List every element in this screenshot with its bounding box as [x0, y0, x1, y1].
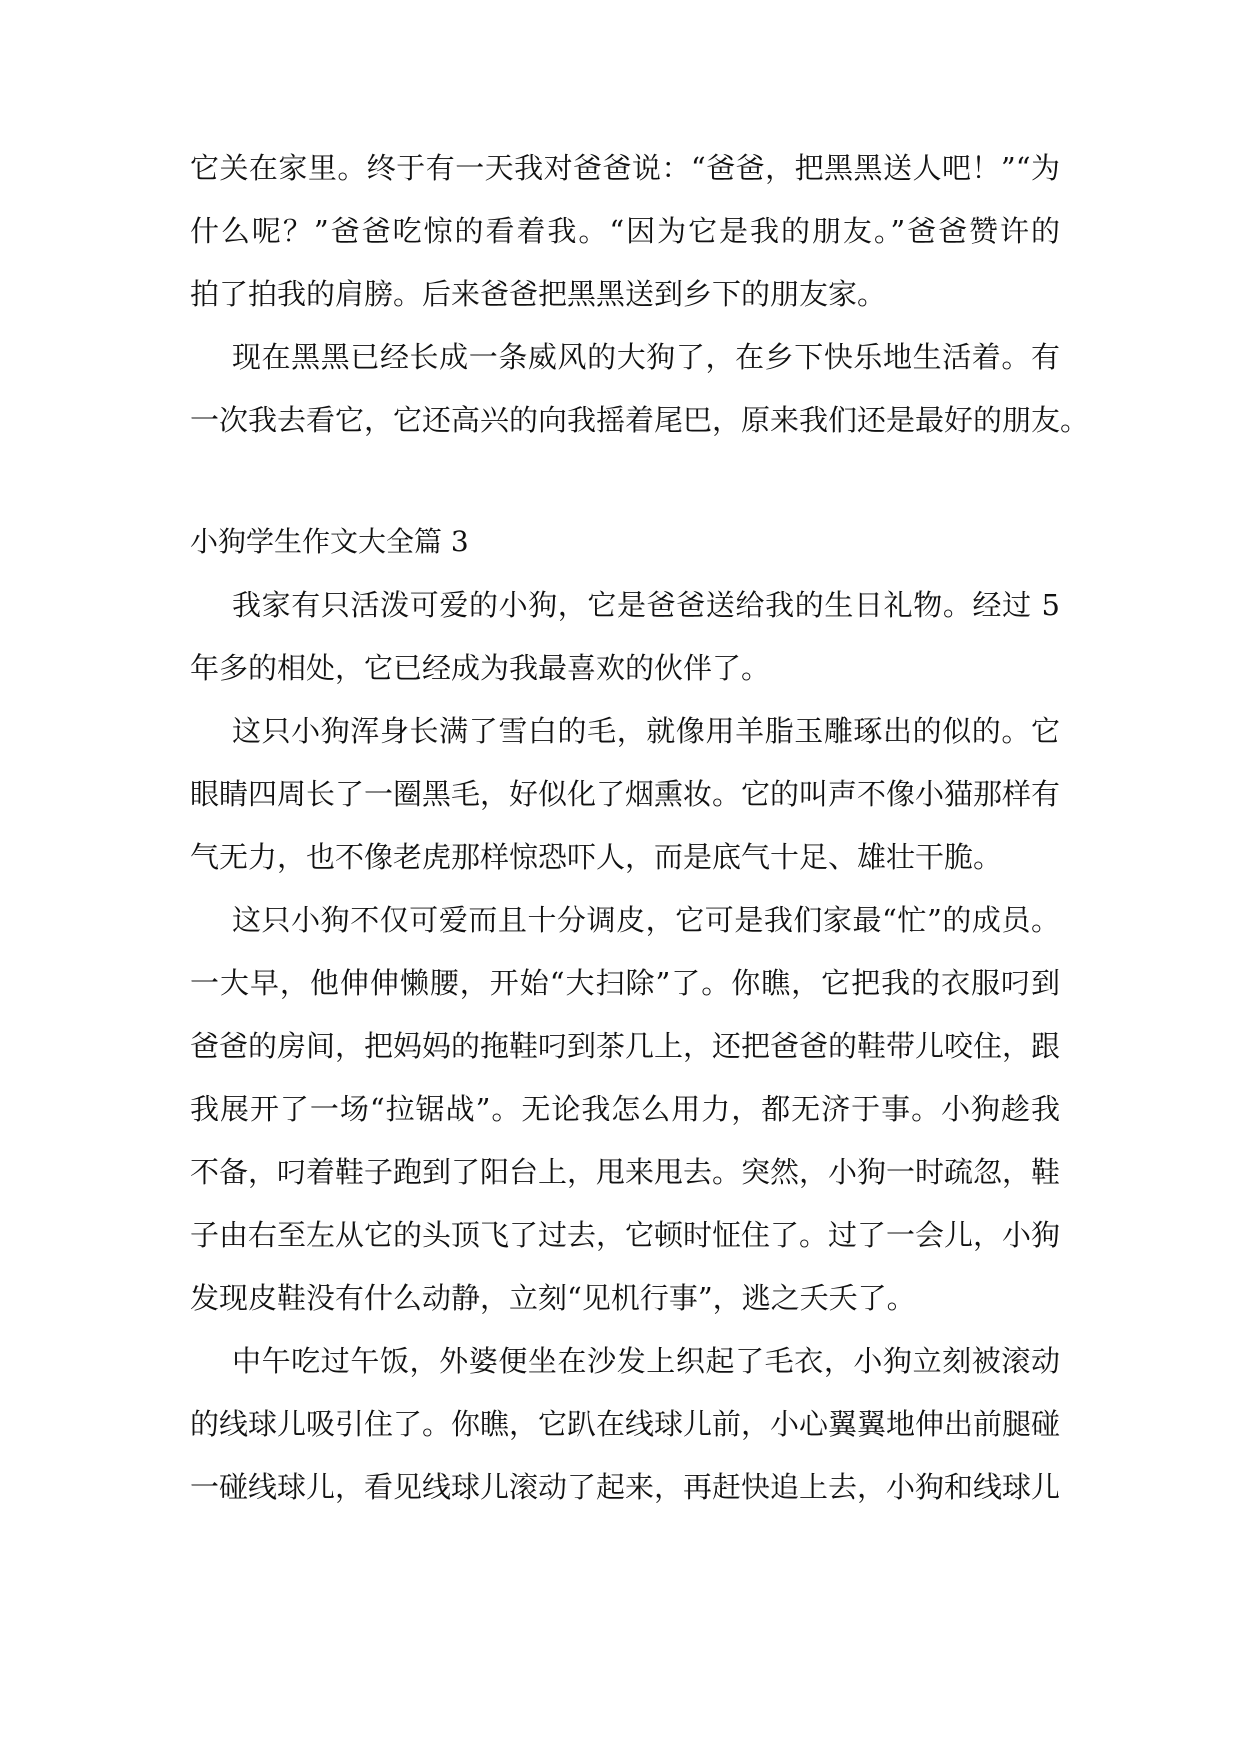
text-line: 什么呢？”爸爸吃惊的看着我。“因为它是我的朋友。”爸爸赞许的 [190, 214, 1060, 248]
paragraph-start-line: 这只小狗浑身长满了雪白的毛，就像用羊脂玉雕琢出的似的。它 [232, 714, 1060, 748]
paragraph-start-line: 我家有只活泼可爱的小狗，它是爸爸送给我的生日礼物。经过 5 [232, 588, 1060, 622]
paragraph-start-line: 现在黑黑已经长成一条威风的大狗了，在乡下快乐地生活着。有 [232, 340, 1060, 374]
text-line: 我展开了一场“拉锯战”。无论我怎么用力，都无济于事。小狗趁我 [190, 1092, 1060, 1126]
text-line: 年多的相处，它已经成为我最喜欢的伙伴了。 [190, 651, 771, 685]
paragraph-start-line: 中午吃过午饭，外婆便坐在沙发上织起了毛衣，小狗立刻被滚动 [232, 1344, 1060, 1378]
text-line: 一次我去看它，它还高兴的向我摇着尾巴，原来我们还是最好的朋友。 [190, 403, 1090, 437]
text-line: 不备，叼着鞋子跑到了阳台上，甩来甩去。突然，小狗一时疏忽，鞋 [190, 1155, 1061, 1189]
text-line: 它关在家里。终于有一天我对爸爸说：“爸爸，把黑黑送人吧！”“为 [190, 151, 1060, 185]
section-heading: 小狗学生作文大全篇 3 [190, 525, 469, 558]
paragraph-start-line: 这只小狗不仅可爱而且十分调皮，它可是我们家最“忙”的成员。 [232, 903, 1060, 937]
text-line: 一大早，他伸伸懒腰，开始“大扫除”了。你瞧，它把我的衣服叼到 [190, 966, 1060, 1000]
document-page [190, 0, 1090, 1754]
text-line: 子由右至左从它的头顶飞了过去，它顿时怔住了。过了一会儿，小狗 [190, 1218, 1061, 1252]
text-line: 爸爸的房间，把妈妈的拖鞋叼到茶几上，还把爸爸的鞋带儿咬住，跟 [190, 1029, 1061, 1063]
text-line: 一碰线球儿，看见线球儿滚动了起来，再赶快追上去，小狗和线球儿 [190, 1470, 1061, 1504]
text-line: 发现皮鞋没有什么动静，立刻“见机行事”，逃之夭夭了。 [190, 1281, 916, 1315]
text-line: 眼睛四周长了一圈黑毛，好似化了烟熏妆。它的叫声不像小猫那样有 [190, 777, 1061, 811]
text-line: 的线球儿吸引住了。你瞧，它趴在线球儿前，小心翼翼地伸出前腿碰 [190, 1407, 1061, 1441]
text-line: 拍了拍我的肩膀。后来爸爸把黑黑送到乡下的朋友家。 [190, 277, 887, 311]
text-line: 气无力，也不像老虎那样惊恐吓人，而是底气十足、雄壮干脆。 [190, 840, 1003, 874]
